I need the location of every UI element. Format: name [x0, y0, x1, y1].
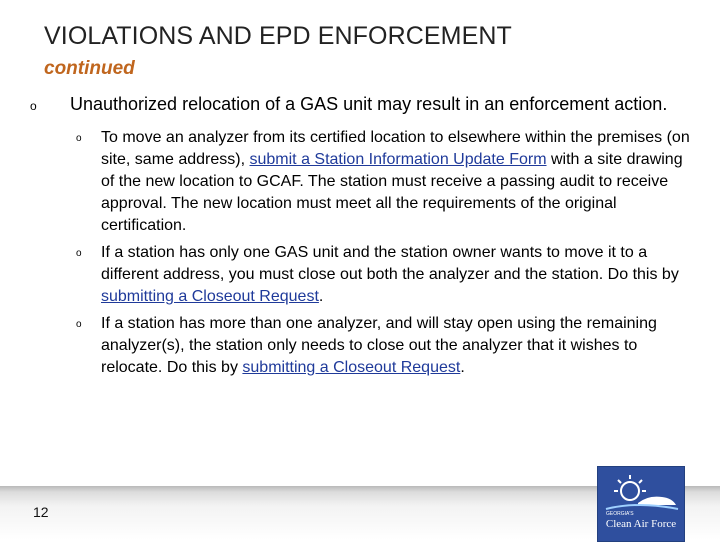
sun-car-logo-icon: [598, 467, 684, 517]
sub-bullet-text: To move an analyzer from its certified location to elsewhere within the premises (on site, same address),: [101, 129, 690, 168]
sub-bullet-list: [30, 127, 690, 379]
sub-bullet-marker: o: [76, 248, 82, 259]
closeout-request-link[interactable]: submitting a Closeout Request: [101, 288, 319, 305]
sub-bullet-marker: o: [76, 319, 82, 330]
main-bullet-text: Unauthorized relocation of a GAS unit may result in an enforcement action.: [70, 94, 668, 114]
logo-small-text: GEORGIA'S: [606, 511, 634, 517]
sub-bullet-text: If a station has more than one analyzer, and will stay open using the remaining analyzer(s), the station only needs to close out the analyzer that it wishes to relocate. Do this by: [101, 315, 657, 376]
sub-bullet-text: If a station has only one GAS unit and the station owner wants to move it to a different address, you must close out both the analyzer and the station. Do this by: [101, 244, 679, 283]
sub-bullet-2: [30, 242, 690, 308]
main-bullet: [30, 92, 690, 117]
sub-bullet-3: [30, 313, 690, 379]
slide-subtitle: continued: [44, 58, 135, 79]
bullet-list: [30, 92, 690, 379]
sub-bullet-1: [30, 127, 690, 237]
logo-brand-text: Clean Air Force: [605, 518, 677, 530]
closeout-request-link[interactable]: submitting a Closeout Request: [242, 359, 461, 376]
sub-bullet-marker: o: [76, 133, 82, 144]
bullet-marker: o: [30, 99, 37, 113]
sub-bullet-text: with a site drawing of the new location to GCAF. The station must receive a passing audit to receive approval. The new location must meet all the requirements of the original certification.: [101, 151, 683, 234]
station-info-update-link[interactable]: submit a Station Information Update Form: [249, 151, 547, 168]
clean-air-force-logo: [597, 466, 685, 542]
page-number: 12: [33, 504, 49, 520]
slide-title: VIOLATIONS AND EPD ENFORCEMENT: [44, 22, 512, 50]
sub-bullet-text: .: [318, 288, 324, 305]
sub-bullet-text: .: [460, 359, 465, 376]
